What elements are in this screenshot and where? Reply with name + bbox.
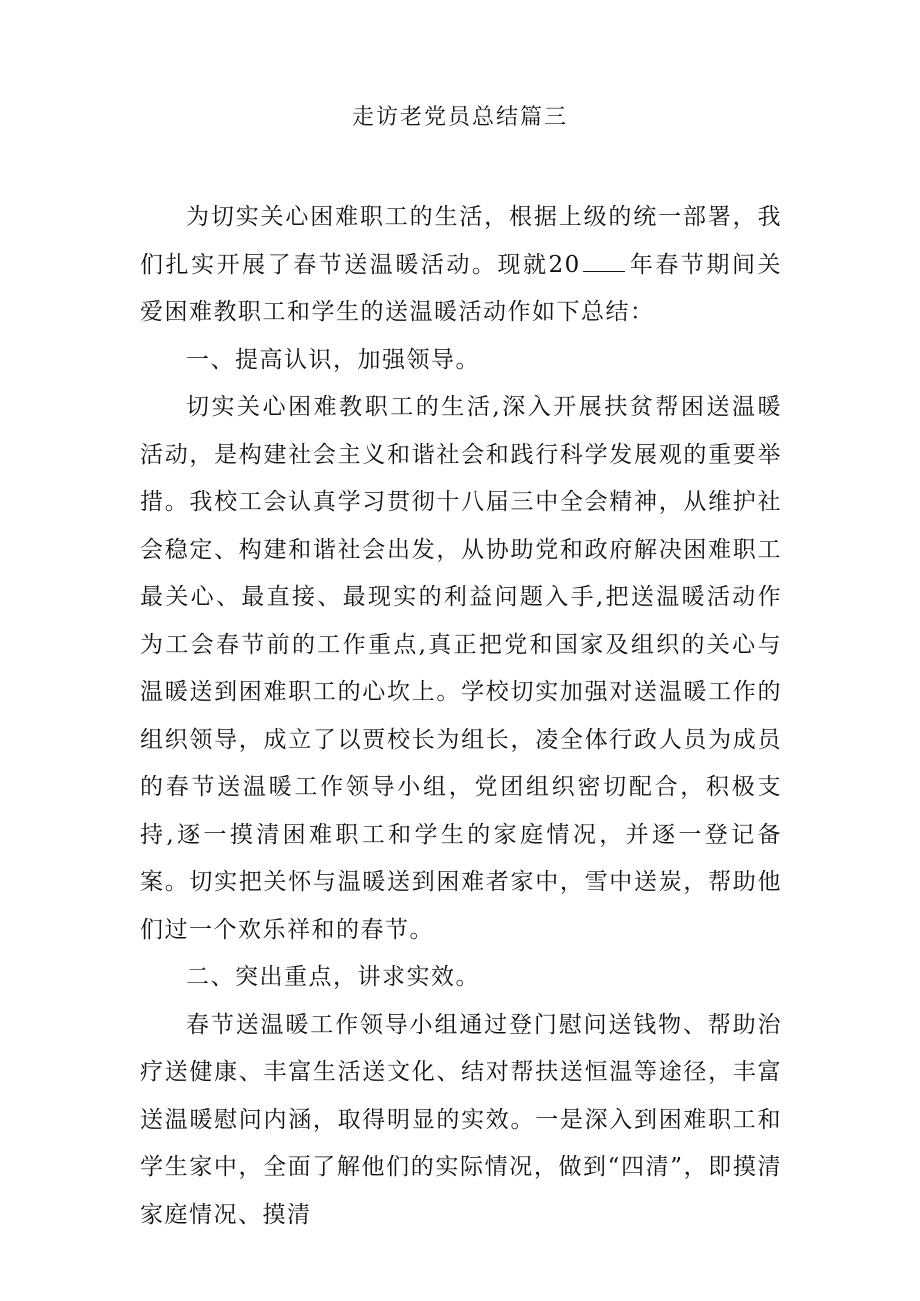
- paragraph-intro-text-b: 年春节期间关爱困难教职工和学生的送温暖活动作如下总结：: [140, 251, 782, 325]
- paragraph-section-2: 春节送温暖工作领导小组通过登门慰问送钱物、帮助治疗送健康、丰富生活送文化、结对帮扶送恒温等途径，丰富送温暖慰问内涵，取得明显的实效。一是深入到困难职工和学生家中，全面了解他们的实际情况，做到“四清”，即摸清家庭情况、摸清: [140, 1011, 782, 1228]
- paragraph-intro-text-a: 为切实关心困难职工的生活，根据上级的统一部署，我们扎实开展了春节送温暖活动。现就20: [140, 204, 782, 278]
- fill-in-blank: [583, 249, 625, 272]
- document-title: 走访老党员总结篇三: [351, 105, 568, 130]
- section-heading-2: 二、突出重点，讲求实效。: [186, 964, 480, 990]
- document-body: [140, 194, 782, 1239]
- paragraph-section-1: 切实关心困难教职工的生活,深入开展扶贫帮困送温暖活动，是构建社会主义和谐社会和践行科学发展观的重要举措。我校工会认真学习贯彻十八届三中全会精神，从维护社会稳定、构建和谐社会出发，从协助党和政府解决困难职工最关心、最直接、最现实的利益问题入手,把送温暖活动作为工会春节前的工作重点,真正把党和国家及组织的关心与温暖送到困难职工的心坎上。学校切实加强对送温暖工作的组织领导，成立了以贾校长为组长，凌全体行政人员为成员的春节送温暖工作领导小组，党团组织密切配合，积极支持,逐一摸清困难职工和学生的家庭情况，并逐一登记备案。切实把关怀与温暖送到困难者家中，雪中送炭，帮助他们过一个欢乐祥和的春节。: [140, 394, 782, 943]
- section-heading-1: 一、提高认识，加强领导。: [186, 346, 480, 373]
- paragraph-intro: [140, 194, 782, 337]
